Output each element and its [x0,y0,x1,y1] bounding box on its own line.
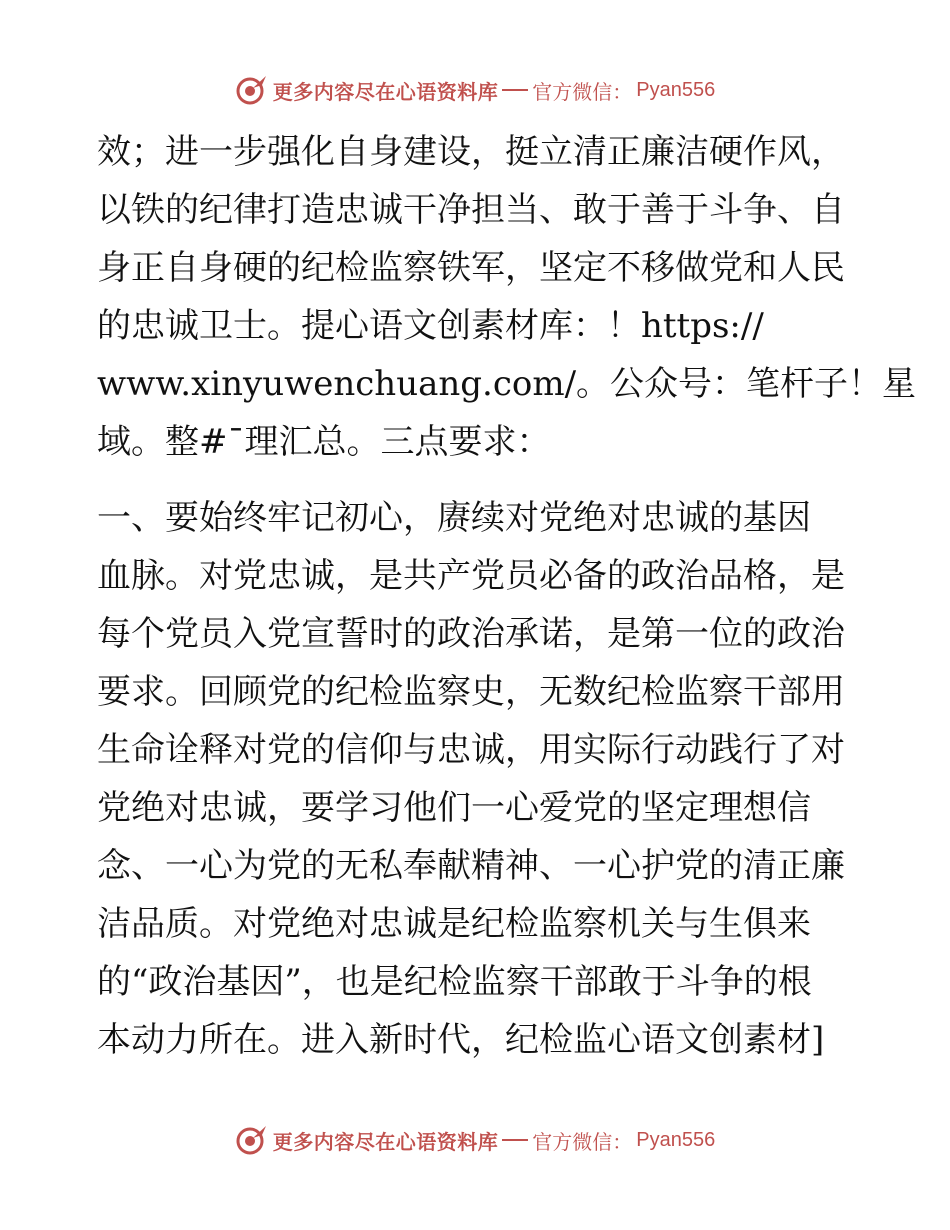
paragraph-gap [97,471,857,489]
text-line: 念、一心为党的无私奉献精神、一心护党的清正廉 [97,846,845,886]
banner-official-label: 官方微信： [532,1129,633,1154]
header-banner [0,70,950,110]
text-line: 以铁的纪律打造忠诚干净担当、敢于善于斗争、自 [97,190,845,230]
banner-official-label: 官方微信： [532,79,633,104]
paragraph-1 [97,123,917,471]
text-line: 洁品质。对党绝对忠诚是纪检监察机关与生俱来 [97,904,811,944]
text-line: 的忠诚卫士。提心语文创素材库：！https:// [97,306,764,346]
banner-dash [502,1139,528,1141]
banner-dash [502,89,528,91]
text-line: 要求。回顾党的纪检监察史，无数纪检监察干部用 [97,672,845,712]
text-line: 党绝对忠诚，要学习他们一心爱党的坚定理想信 [97,788,811,828]
text-line: 域。整#¯理汇总。三点要求： [97,422,551,462]
text-line: www.xinyuwenchuang.com/。公众号：笔杆子！星 [97,364,917,404]
text-line: 本动力所在。进入新时代，纪检监心语文创素材] [97,1020,825,1060]
text-line: 的“政治基因”，也是纪检监察干部敢于斗争的根 [97,962,812,1002]
text-line: 每个党员入党宣誓时的政治承诺，是第一位的政治 [97,614,845,654]
banner-brand-text: 更多内容尽在心语资料库 [272,79,499,104]
text-line: 效；进一步强化自身建设，挺立清正廉洁硬作风， [97,132,845,172]
banner-wechat-id: Pyan556 [636,78,716,101]
banner-wechat-id: Pyan556 [636,1128,716,1151]
paragraph-2 [97,489,857,1069]
quill-logo-icon [235,1123,269,1157]
text-line: 生命诠释对党的信仰与忠诚，用实际行动践行了对 [97,730,845,770]
document-body [97,123,917,1069]
text-line: 血脉。对党忠诚，是共产党员必备的政治品格，是 [97,556,845,596]
footer-banner [0,1120,950,1160]
text-line: 一、要始终牢记初心，赓续对党绝对忠诚的基因 [97,498,811,538]
banner-brand-text: 更多内容尽在心语资料库 [272,1129,499,1154]
text-line: 身正自身硬的纪检监察铁军，坚定不移做党和人民 [97,248,845,288]
quill-logo-icon [235,73,269,107]
